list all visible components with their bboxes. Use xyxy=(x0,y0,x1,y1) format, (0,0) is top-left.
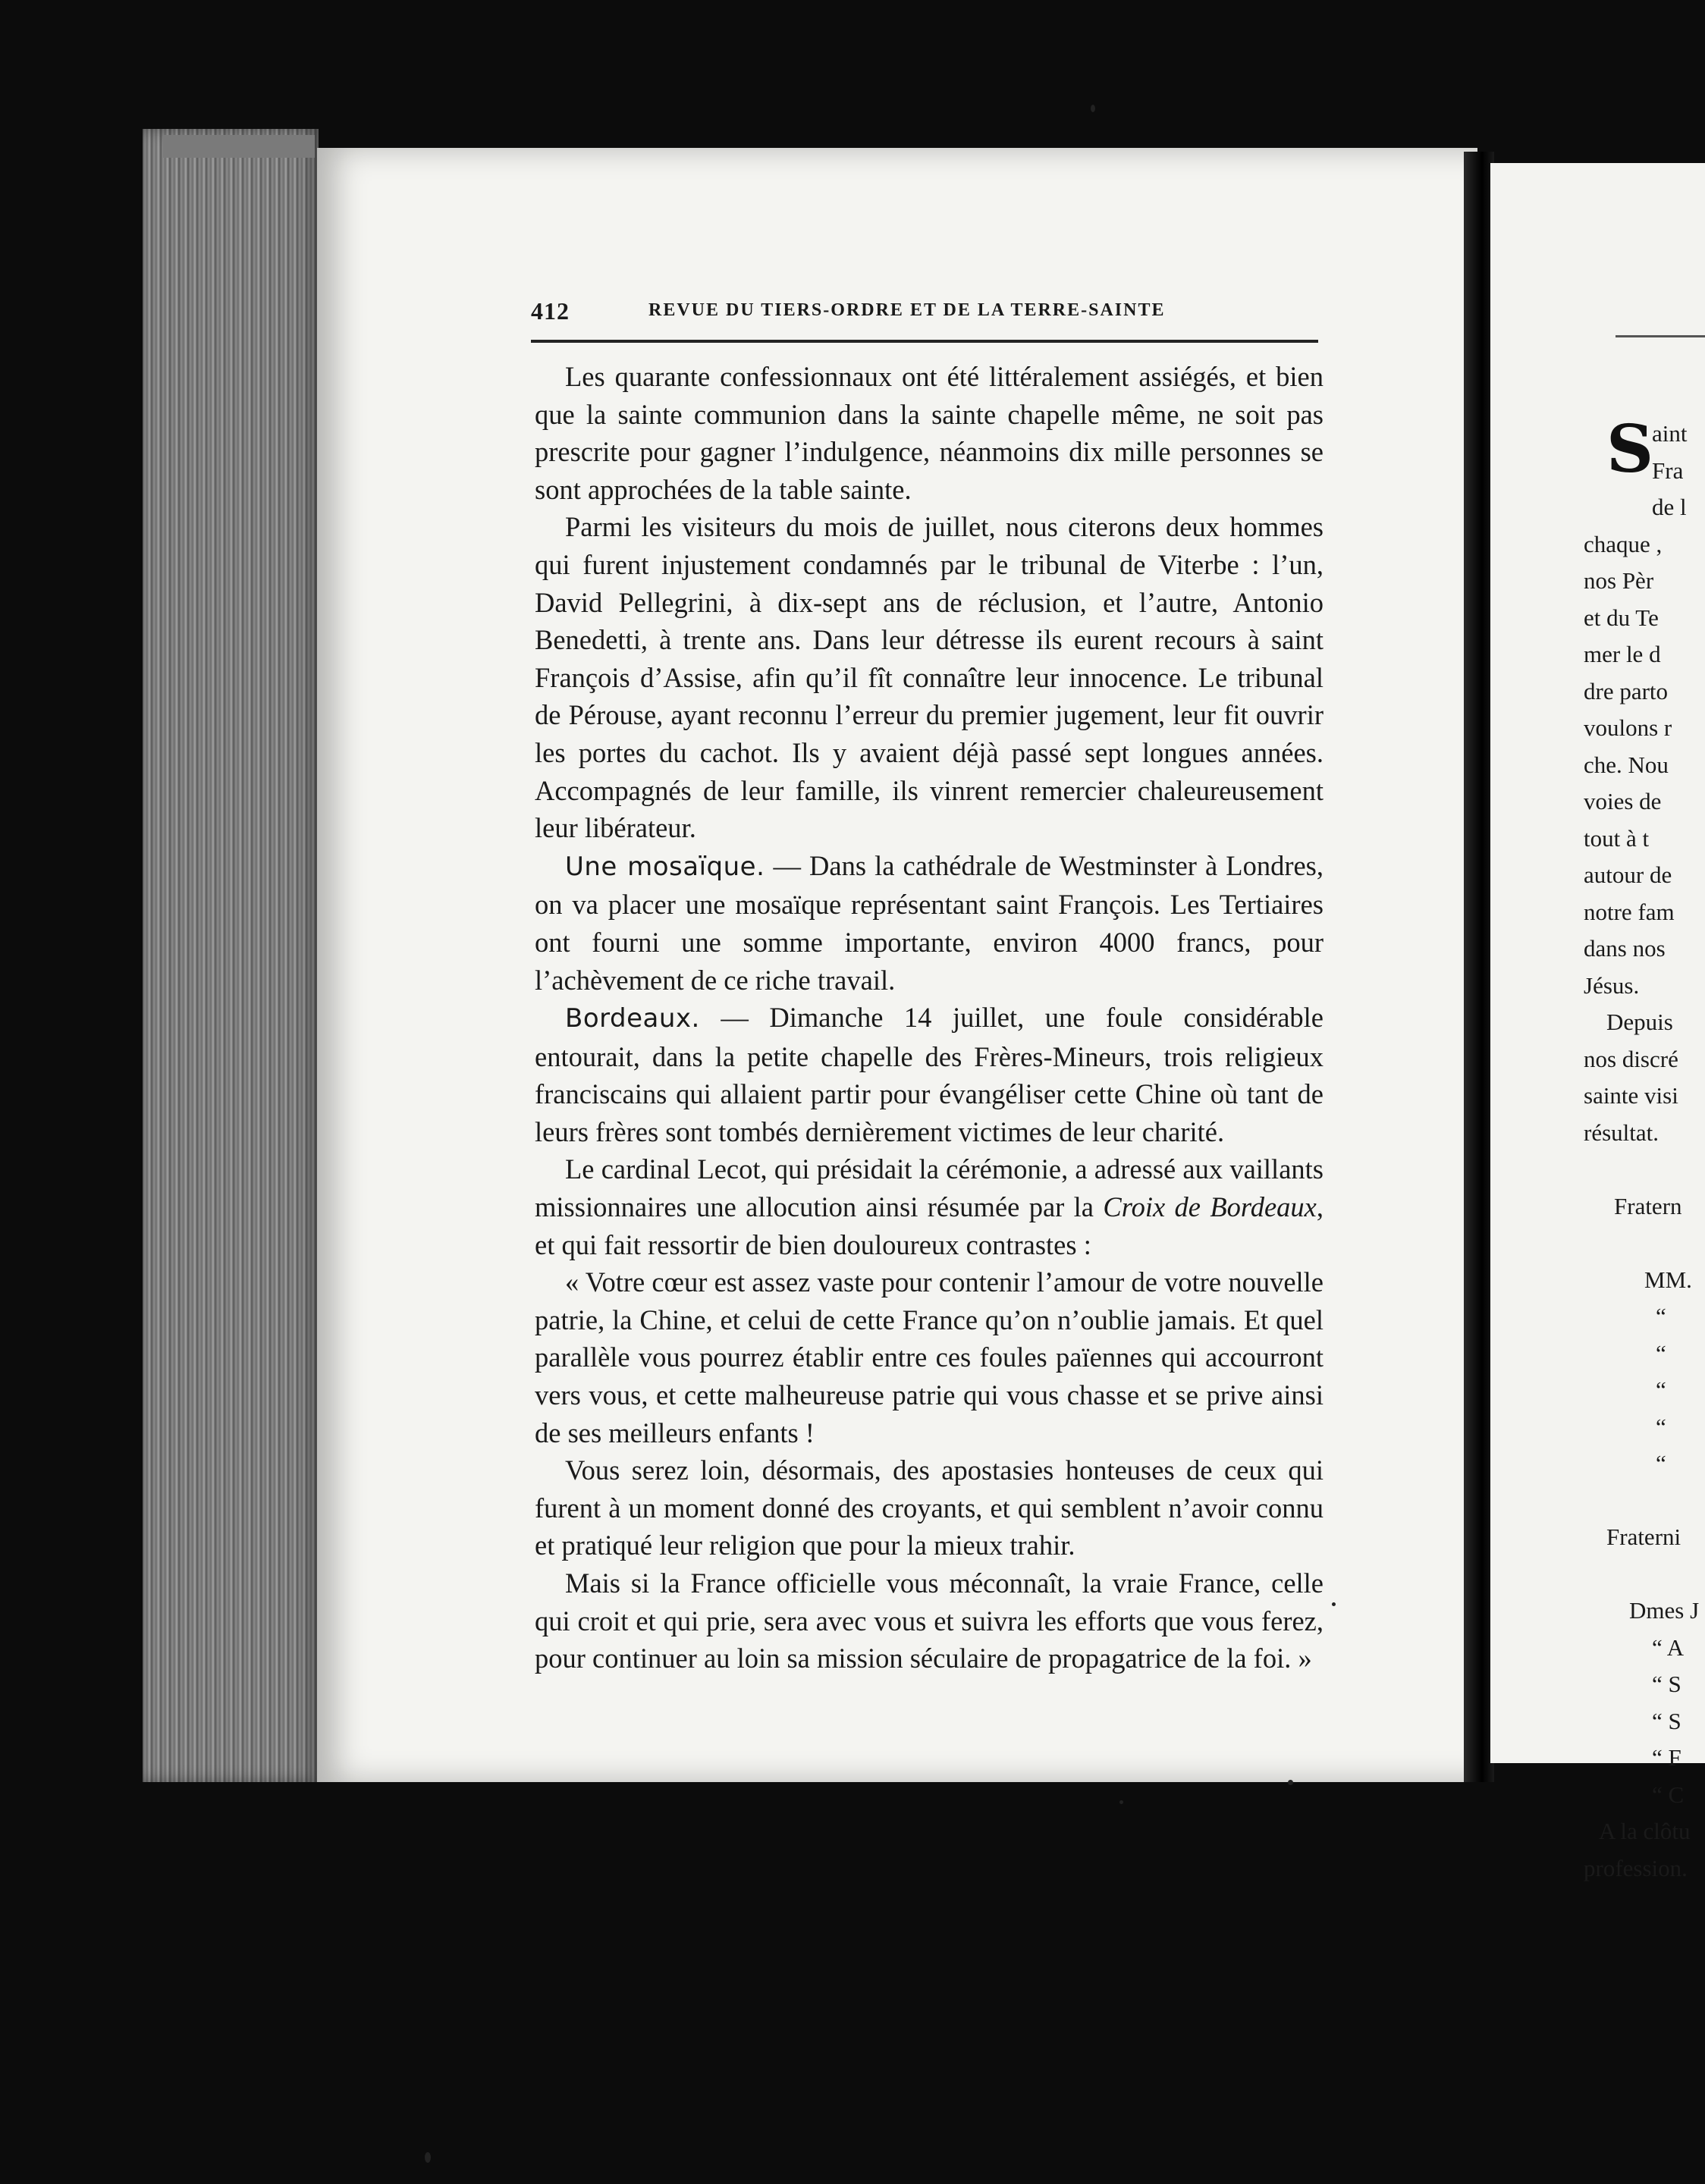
right-page-line: dre parto xyxy=(1584,677,1669,704)
header-rule xyxy=(531,340,1318,343)
right-page-line: de l xyxy=(1652,494,1687,520)
right-page-line: “ xyxy=(1656,1339,1666,1367)
paragraph-bordeaux xyxy=(535,999,1323,1150)
paragraph-2: Parmi les visiteurs du mois de juillet, nous citerons deux hommes qui furent injustement condamnés par le tribunal de Viterbe : l’un, David Pellegrini, à dix-sept ans de réclusion, et l’autre, Antonio Benedetti, à trente ans. Dans leur détresse ils eurent recours à saint François d’Assise, afin qu’il fît connaître leur innocence. Le tribunal de Pérouse, ayant reconnu l’erreur du premier jugement, leur fit ouvrir les portes du cachot. Ils y avaient déjà passé sept longues années. Accompagnés de leur famille, ils vinrent remercier chaleureusement leur libérateur. xyxy=(535,511,1323,844)
right-page-line: “ F xyxy=(1652,1744,1681,1771)
right-page-line: “ xyxy=(1656,1413,1666,1440)
right-page-line: tout à t xyxy=(1584,824,1650,852)
page-number: 412 xyxy=(531,297,570,325)
book-page-edges-top xyxy=(163,135,315,158)
right-page-line: “ S xyxy=(1652,1707,1681,1734)
right-page-line: Depuis xyxy=(1606,1009,1673,1035)
right-page-line: aint xyxy=(1652,420,1688,447)
paragraph-cardinal-text-a: Le cardinal Lecot, qui présidait la cérémonie, a adressé aux vaillants missionnaires une allocution ainsi résumée par la xyxy=(535,1153,1323,1223)
right-page-text xyxy=(1584,411,1705,1887)
right-page-line xyxy=(1584,1556,1705,1593)
quote-paragraph-1: « Votre cœur est assez vaste pour contenir l’amour de votre nouvelle patrie, la Chine, et celui de cette France qu’on n’oublie jamais. Et quel parallèle vous pourrez établir entre ces foules païennes qui accourront vers vous, et cette malheureuse patrie qui vous chasse et se prive ainsi de ses meilleurs enfants ! xyxy=(535,1266,1323,1448)
right-page-line: résultat. xyxy=(1584,1119,1659,1146)
paragraph-cardinal-text-b: , et qui fait ressortir de bien douloureux contrastes : xyxy=(535,1191,1323,1260)
quote-paragraph-2: Vous serez loin, désormais, des apostasies honteuses de ceux qui furent à un moment donné des croyants, et qui semblent n’avoir connu et pratiqué leur religion que pour la mieux trahir. xyxy=(535,1454,1323,1561)
running-title: REVUE DU TIERS-ORDRE ET DE LA TERRE-SAINTE xyxy=(648,300,1166,320)
dust-speck xyxy=(1288,1780,1293,1785)
dust-speck xyxy=(425,2152,431,2163)
right-page-line: nos Pèr xyxy=(1584,567,1654,594)
paragraph-cardinal xyxy=(535,1150,1323,1263)
right-page-line: che. Nou xyxy=(1584,751,1669,778)
paragraph-bordeaux-text: — Dimanche 14 juillet, une foule considérable entourait, dans la petite chapelle des Frères-Mineurs, trois religieux franciscains qui allaient partir pour évangéliser cette Chine où tant de leurs frères sont tombés dernièrement victimes de leur charité. xyxy=(535,1002,1323,1147)
right-page-rule xyxy=(1616,335,1705,337)
right-page-line: Fra xyxy=(1652,457,1684,484)
right-page-line xyxy=(1584,1225,1705,1262)
right-page-line: A la clôtu xyxy=(1599,1818,1691,1844)
right-page-line: mer le d xyxy=(1584,641,1661,667)
drop-cap: S xyxy=(1606,411,1654,488)
right-page-line: “ xyxy=(1656,1303,1666,1329)
paragraph-mosaique-text: — Dans la cathédrale de Westminster à Londres, on va placer une mosaïque représentant saint François. Les Tertiaires ont fourni une somme importante, environ 4000 francs, pour l’achèvement de ce riche travail. xyxy=(535,849,1324,996)
right-page-line: chaque , xyxy=(1584,530,1663,557)
right-page-line: “ xyxy=(1656,1450,1666,1476)
section-heading-bordeaux: Bordeaux. xyxy=(565,1003,700,1034)
right-page-line: profession. xyxy=(1584,1854,1688,1881)
paragraph-1: Les quarante confessionnaux ont été littéralement assiégés, et bien que la sainte communion dans la sainte chapelle même, ne soit pas prescrite pour gagner l’indulgence, néanmoins dix mille personnes se sont approchées de la table sainte. xyxy=(535,361,1323,505)
paragraph-mosaique xyxy=(535,847,1323,999)
right-page-line: notre fam xyxy=(1584,898,1675,925)
running-head xyxy=(531,297,1320,343)
dust-speck xyxy=(1332,1602,1336,1606)
croix-de-bordeaux-title: Croix de Bordeaux xyxy=(1103,1191,1317,1223)
right-page-line: Dmes J xyxy=(1629,1597,1700,1624)
right-page-line: voies de xyxy=(1584,788,1662,814)
right-page-line: “ C xyxy=(1652,1781,1685,1808)
right-page-line: Fraterni xyxy=(1606,1523,1681,1550)
right-page-line: Jésus. xyxy=(1584,971,1640,999)
article-body xyxy=(535,358,1323,1677)
right-page-line: sainte visi xyxy=(1584,1082,1678,1109)
right-page-line: “ xyxy=(1656,1376,1666,1403)
right-page-line xyxy=(1584,1483,1705,1520)
section-heading-mosaique: Une mosaïque. xyxy=(565,851,765,882)
right-page-line xyxy=(1584,1151,1705,1188)
right-page-line: “ S xyxy=(1652,1671,1681,1697)
right-page-line: voulons r xyxy=(1584,714,1672,741)
right-page-line: MM. xyxy=(1644,1266,1692,1293)
book-gutter xyxy=(1464,152,1494,1782)
right-page-line: “ A xyxy=(1652,1633,1685,1661)
right-page-line: nos discré xyxy=(1584,1045,1678,1072)
right-page-line: dans nos xyxy=(1584,935,1666,962)
dust-speck xyxy=(1119,1800,1123,1804)
right-page-line: autour de xyxy=(1584,861,1672,888)
right-page-line: et du Te xyxy=(1584,604,1659,631)
right-page-line: Fratern xyxy=(1614,1192,1682,1219)
book-page-edges xyxy=(143,129,319,1782)
quote-paragraph-3: Mais si la France officielle vous méconnaît, la vraie France, celle qui croit et qui prie, sera avec vous et suivra les efforts que vous ferez, pour continuer au loin sa mission séculaire de propagatrice de la foi. » xyxy=(535,1567,1323,1674)
dust-speck xyxy=(1091,105,1095,112)
